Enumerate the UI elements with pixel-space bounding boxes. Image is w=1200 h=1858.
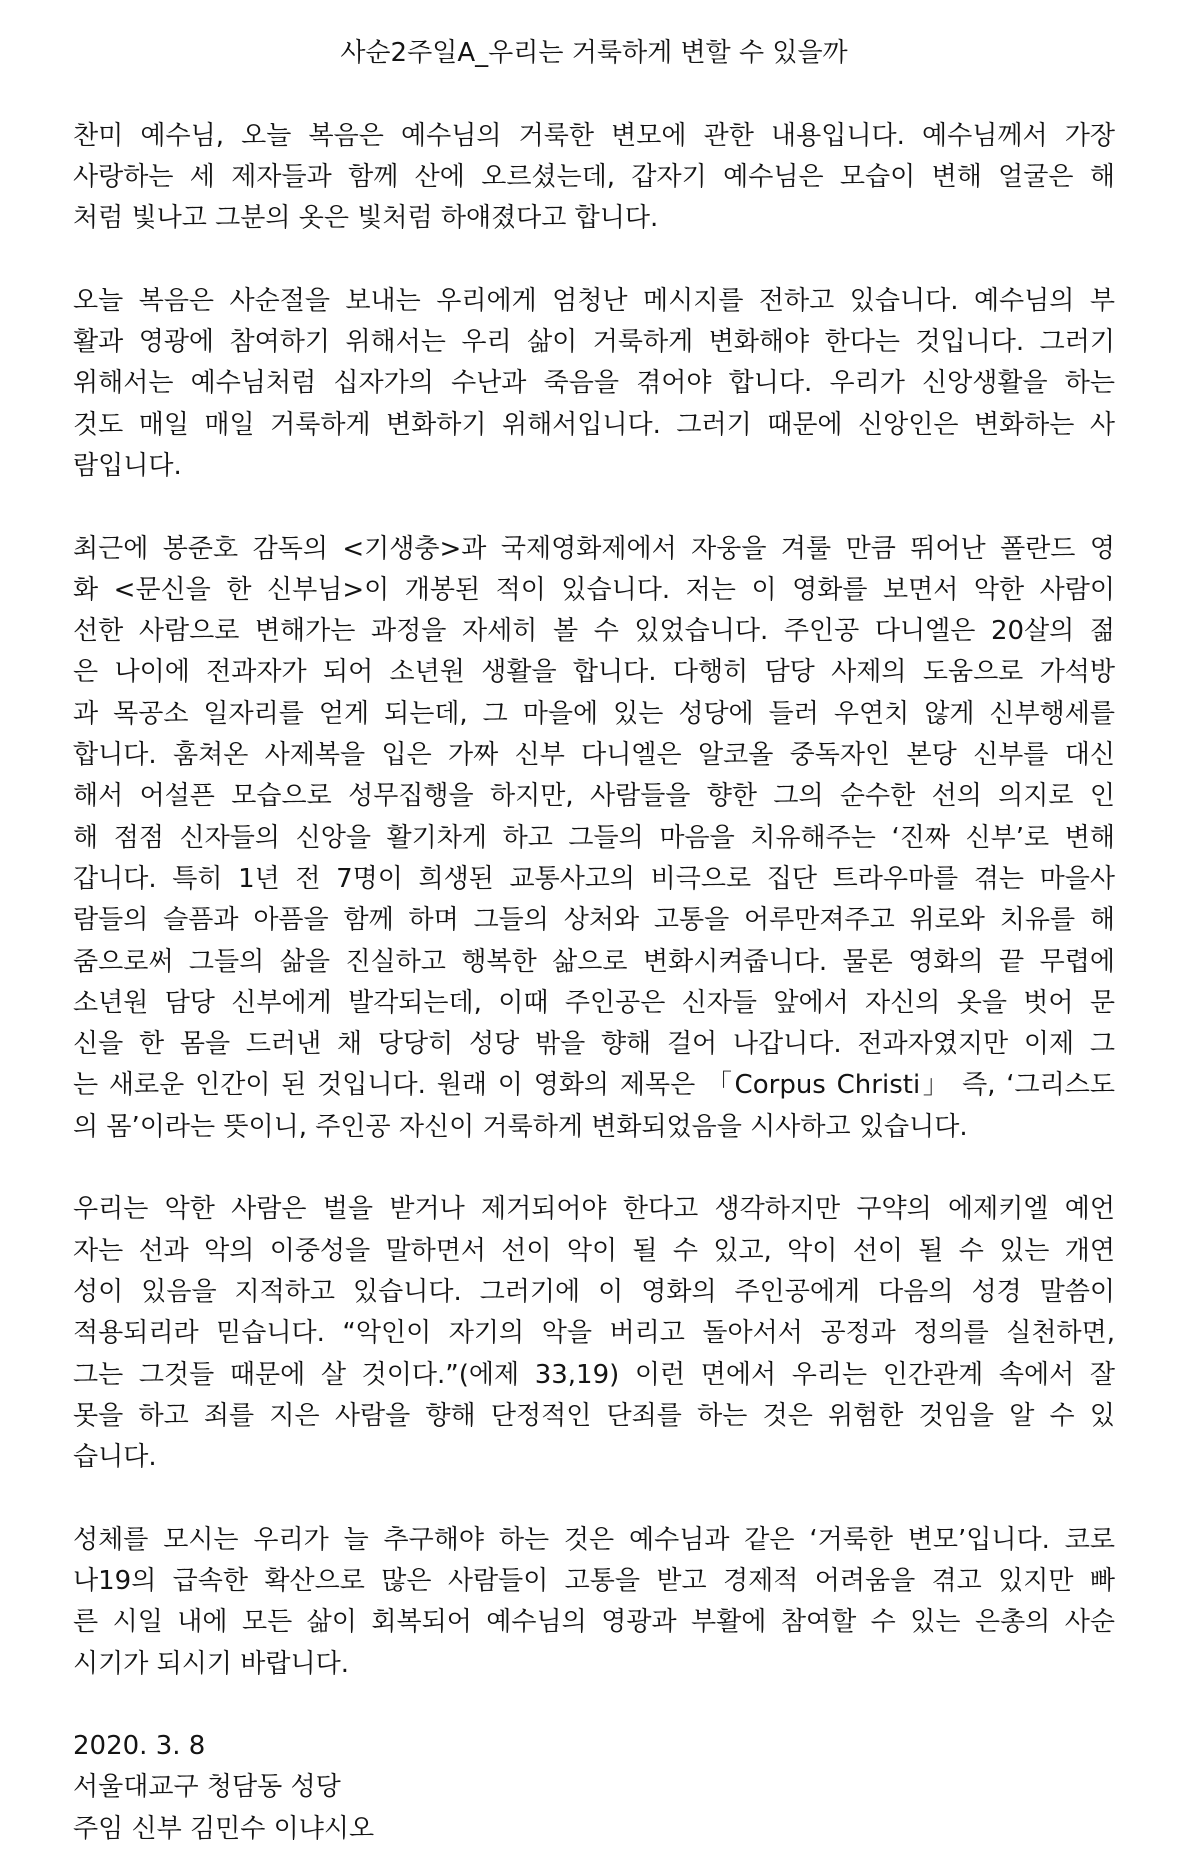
text-line: 람들의 슬픔과 아픔을 함께 하며 그들의 상처와 고통을 어루만져주고 위로와 치유를 해 <box>73 905 1115 936</box>
text-line: 줌으로써 그들의 삶을 진실하고 행복한 삶으로 변화시켜줍니다. 물론 영화의 끝 무렵에 <box>73 946 1115 977</box>
text-line: 사랑하는 세 제자들과 함께 산에 오르셨는데, 갑자기 예수님은 모습이 변해 얼굴은 해 <box>73 161 1115 192</box>
text-line: 나19의 급속한 확산으로 많은 사람들이 고통을 받고 경제적 어려움을 겪고 있지만 빠 <box>73 1565 1115 1596</box>
text-line: 그는 그것들 때문에 살 것이다.”(에제 33,19) 이런 면에서 우리는 인간관계 속에서 잘 <box>73 1359 1115 1390</box>
text-line: 성이 있음을 지적하고 있습니다. 그러기에 이 영화의 주인공에게 다음의 성경 말씀이 <box>73 1276 1115 1307</box>
text-line: 선한 사람으로 변해가는 과정을 자세히 볼 수 있었습니다. 주인공 다니엘은 20살의 젊 <box>73 616 1115 647</box>
paragraph-5 <box>73 1520 1115 1685</box>
signature-priest: 주임 신부 김민수 이냐시오 <box>73 1813 375 1844</box>
text-line: 성체를 모시는 우리가 늘 추구해야 하는 것은 예수님과 같은 ‘거룩한 변모’입니다. 코로 <box>73 1524 1115 1555</box>
text-line: 시기가 되시기 바랍니다. <box>73 1648 349 1679</box>
text-line: 해 점점 신자들의 신앙을 활기차게 하고 그들의 마음을 치유해주는 ‘진짜 신부’로 변해 <box>73 822 1115 853</box>
text-line: 람입니다. <box>73 450 182 481</box>
signature-block <box>73 1726 1115 1850</box>
paragraph-3 <box>73 529 1115 1148</box>
document-title: 사순2주일A_우리는 거룩하게 변할 수 있을까 <box>340 38 848 68</box>
text-line: 자는 선과 악의 이중성을 말하면서 선이 악이 될 수 있고, 악이 선이 될 수 있는 개연 <box>73 1235 1115 1266</box>
text-line: 는 새로운 인간이 된 것입니다. 원래 이 영화의 제목은 「Corpus Christi」 즉, ‘그리스도 <box>73 1070 1115 1101</box>
paragraph-2 <box>73 281 1115 487</box>
text-line: 신을 한 몸을 드러낸 채 당당히 성당 밖을 향해 걸어 나갑니다. 전과자였지만 이제 그 <box>73 1029 1115 1060</box>
text-line: 른 시일 내에 모든 삶이 회복되어 예수님의 영광과 부활에 참여할 수 있는 은총의 사순 <box>73 1607 1115 1638</box>
text-line: 습니다. <box>73 1442 157 1473</box>
text-line: 갑니다. 특히 1년 전 7명이 희생된 교통사고의 비극으로 집단 트라우마를 겪는 마을사 <box>73 863 1115 894</box>
text-line: 화 <문신을 한 신부님>이 개봉된 적이 있습니다. 저는 이 영화를 보면서 악한 사람이 <box>73 574 1115 605</box>
text-line: 못을 하고 죄를 지은 사람을 향해 단정적인 단죄를 하는 것은 위험한 것임을 알 수 있 <box>73 1400 1115 1431</box>
text-line: 과 목공소 일자리를 얻게 되는데, 그 마을에 있는 성당에 들러 우연치 않게 신부행세를 <box>73 698 1115 729</box>
text-line: 활과 영광에 참여하기 위해서는 우리 삶이 거룩하게 변화해야 한다는 것입니다. 그러기 <box>73 327 1115 358</box>
homily-document <box>73 33 1115 1850</box>
text-line: 처럼 빛나고 그분의 옷은 빛처럼 하얘졌다고 합니다. <box>73 203 659 234</box>
text-line: 의 몸’이라는 뜻이니, 주인공 자신이 거룩하게 변화되었음을 시사하고 있습니다. <box>73 1111 968 1142</box>
signature-date: 2020. 3. 8 <box>73 1731 206 1762</box>
signature-parish: 서울대교구 청담동 성당 <box>73 1772 341 1803</box>
text-line: 소년원 담당 신부에게 발각되는데, 이때 주인공은 신자들 앞에서 자신의 옷을 벗어 문 <box>73 987 1115 1018</box>
text-line: 해서 어설픈 모습으로 성무집행을 하지만, 사람들을 향한 그의 순수한 선의 의지로 인 <box>73 781 1115 812</box>
text-line: 것도 매일 매일 거룩하게 변화하기 위해서입니다. 그러기 때문에 신앙인은 변화하는 사 <box>73 409 1115 440</box>
text-line: 적용되리라 믿습니다. “악인이 자기의 악을 버리고 돌아서서 공정과 정의를 실천하면, <box>73 1318 1115 1349</box>
text-line: 우리는 악한 사람은 벌을 받거나 제거되어야 한다고 생각하지만 구약의 에제키엘 예언 <box>73 1194 1115 1225</box>
text-line: 찬미 예수님, 오늘 복음은 예수님의 거룩한 변모에 관한 내용입니다. 예수님께서 가장 <box>73 120 1115 151</box>
text-line: 오늘 복음은 사순절을 보내는 우리에게 엄청난 메시지를 전하고 있습니다. 예수님의 부 <box>73 285 1115 316</box>
text-line: 최근에 봉준호 감독의 <기생충>과 국제영화제에서 자웅을 겨룰 만큼 뛰어난 폴란드 영 <box>73 533 1115 564</box>
paragraph-1 <box>73 116 1115 240</box>
text-line: 은 나이에 전과자가 되어 소년원 생활을 합니다. 다행히 담당 사제의 도움으로 가석방 <box>73 657 1115 688</box>
text-line: 합니다. 훔쳐온 사제복을 입은 가짜 신부 다니엘은 알코올 중독자인 본당 신부를 대신 <box>73 740 1115 771</box>
text-line: 위해서는 예수님처럼 십자가의 수난과 죽음을 겪어야 합니다. 우리가 신앙생활을 하는 <box>73 368 1115 399</box>
paragraph-4 <box>73 1189 1115 1478</box>
